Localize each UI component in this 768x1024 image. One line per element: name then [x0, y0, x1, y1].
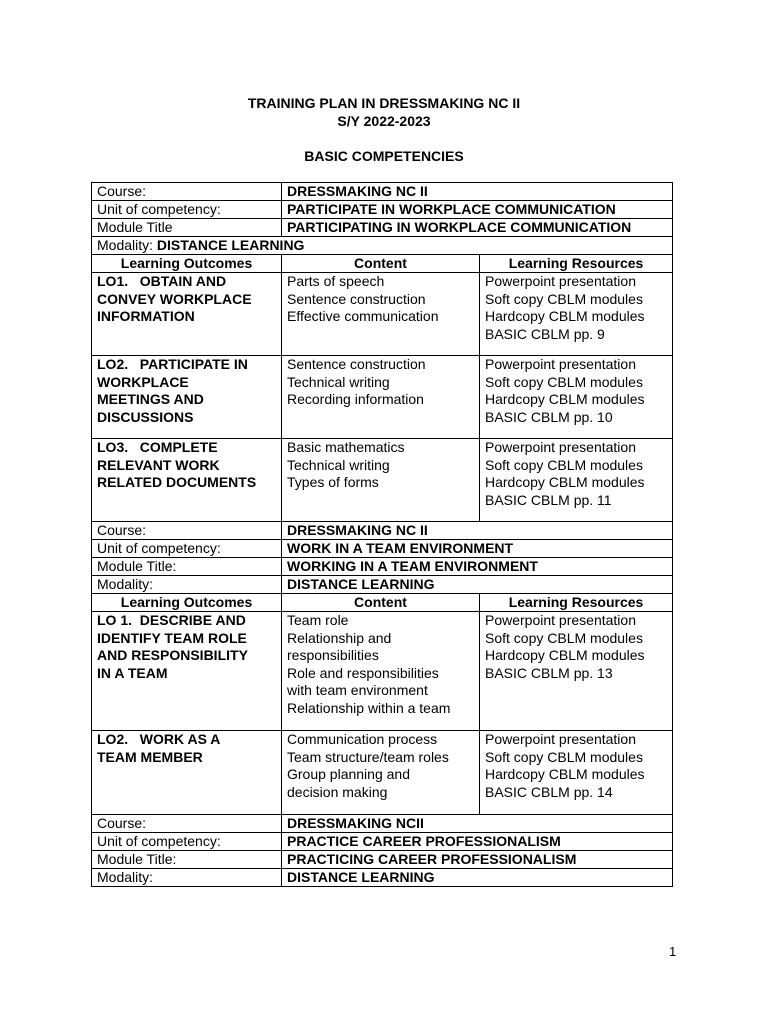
- module-value: PRACTICING CAREER PROFESSIONALISM: [282, 851, 673, 869]
- module-row: [92, 851, 673, 869]
- course-value: DRESSMAKING NCII: [282, 815, 673, 833]
- content-cell: [282, 731, 480, 815]
- unit-value: WORK IN A TEAM ENVIRONMENT: [282, 540, 673, 558]
- page-number: 1: [669, 944, 677, 959]
- unit-row: [92, 201, 673, 219]
- course-value: DRESSMAKING NC II: [282, 522, 673, 540]
- learning-outcome-row: [92, 612, 673, 731]
- resource-line: Hardcopy CBLM modules: [485, 391, 645, 407]
- module-value: PARTICIPATING IN WORKPLACE COMMUNICATION: [282, 219, 673, 237]
- outcome-line: RELEVANT WORK: [97, 456, 220, 473]
- resource-line: BASIC CBLM pp. 9: [485, 325, 605, 342]
- learning-outcome-row: [92, 356, 673, 439]
- content-cell: [282, 439, 480, 522]
- content-line: Technical writing: [287, 373, 390, 390]
- content-cell: [282, 612, 480, 731]
- modality-row: [92, 869, 673, 887]
- unit-value: PRACTICE CAREER PROFESSIONALISM: [282, 833, 673, 851]
- resources-cell: [480, 273, 673, 356]
- outcome-cell: [92, 731, 282, 815]
- content-line: Types of forms: [287, 474, 379, 490]
- col-header-content: Content: [282, 594, 480, 612]
- course-row: [92, 815, 673, 833]
- resource-line: Hardcopy CBLM modules: [485, 308, 645, 324]
- outcome-line: MEETINGS AND: [97, 391, 204, 407]
- resource-line: BASIC CBLM pp. 10: [485, 408, 613, 425]
- column-header-row: [92, 594, 673, 612]
- module-row: [92, 558, 673, 576]
- column-header-row: [92, 255, 673, 273]
- content-line: Basic mathematics: [287, 439, 405, 455]
- resource-line: Hardcopy CBLM modules: [485, 474, 645, 490]
- outcome-line: LO 1. DESCRIBE AND: [97, 612, 246, 628]
- col-header-content: Content: [282, 255, 480, 273]
- learning-outcome-row: [92, 439, 673, 522]
- content-line: decision making: [287, 783, 388, 800]
- course-row: [92, 183, 673, 201]
- content-line: Parts of speech: [287, 273, 385, 289]
- content-line: Sentence construction: [287, 356, 426, 372]
- modality-value: DISTANCE LEARNING: [282, 576, 673, 594]
- resource-line: Soft copy CBLM modules: [485, 456, 643, 473]
- module-value: WORKING IN A TEAM ENVIRONMENT: [282, 558, 673, 576]
- content-line: Group planning and: [287, 766, 410, 782]
- modality-row: [92, 576, 673, 594]
- outcome-cell: [92, 612, 282, 731]
- resource-line: Powerpoint presentation: [485, 356, 636, 372]
- unit-label: Unit of competency:: [92, 540, 282, 558]
- outcome-line: LO3. COMPLETE: [97, 439, 218, 455]
- modality-row: [92, 237, 673, 255]
- unit-label: Unit of competency:: [92, 201, 282, 219]
- resources-cell: [480, 356, 673, 439]
- outcome-cell: [92, 439, 282, 522]
- course-label: Course:: [92, 522, 282, 540]
- content-line: Relationship and: [287, 629, 392, 646]
- content-line: Recording information: [287, 391, 424, 407]
- modality-cell: [92, 237, 673, 255]
- module-row: [92, 219, 673, 237]
- resource-line: Hardcopy CBLM modules: [485, 647, 645, 663]
- outcome-line: LO2. PARTICIPATE IN: [97, 356, 248, 372]
- outcome-line: RELATED DOCUMENTS: [97, 474, 257, 490]
- resource-line: Powerpoint presentation: [485, 731, 636, 747]
- outcome-line: IDENTIFY TEAM ROLE: [97, 629, 247, 646]
- resource-line: Hardcopy CBLM modules: [485, 766, 645, 782]
- unit-value: PARTICIPATE IN WORKPLACE COMMUNICATION: [282, 201, 673, 219]
- unit-row: [92, 540, 673, 558]
- resource-line: BASIC CBLM pp. 11: [485, 491, 612, 508]
- outcome-line: AND RESPONSIBILITY: [97, 647, 248, 663]
- col-header-resources: Learning Resources: [480, 255, 673, 273]
- outcome-line: CONVEY WORKPLACE: [97, 290, 252, 307]
- resources-cell: [480, 731, 673, 815]
- module-label: Module Title:: [92, 851, 282, 869]
- school-year: S/Y 2022-2023: [337, 113, 431, 129]
- content-line: with team environment: [287, 682, 428, 698]
- resource-line: Soft copy CBLM modules: [485, 748, 643, 765]
- resource-line: BASIC CBLM pp. 13: [485, 664, 613, 681]
- module-label: Module Title:: [92, 558, 282, 576]
- col-header-outcomes: Learning Outcomes: [92, 255, 282, 273]
- resources-cell: [480, 439, 673, 522]
- resource-line: Powerpoint presentation: [485, 612, 636, 628]
- modality-label: Modality:: [92, 869, 282, 887]
- modality-label: Modality:: [92, 576, 282, 594]
- course-value: DRESSMAKING NC II: [282, 183, 673, 201]
- outcome-line: WORKPLACE: [97, 373, 189, 390]
- content-line: Communication process: [287, 731, 438, 747]
- course-label: Course:: [92, 815, 282, 833]
- modality-value: DISTANCE LEARNING: [282, 869, 673, 887]
- outcome-line: LO2. WORK AS A: [97, 731, 221, 747]
- document-title: TRAINING PLAN IN DRESSMAKING NC II: [247, 95, 521, 111]
- course-label: Course:: [92, 183, 282, 201]
- document-subtitle: BASIC COMPETENCIES: [304, 148, 464, 164]
- outcome-line: DISCUSSIONS: [97, 408, 194, 425]
- training-plan-table: [91, 182, 673, 887]
- modality-value: DISTANCE LEARNING: [156, 237, 305, 253]
- outcome-line: INFORMATION: [97, 308, 195, 324]
- course-row: [92, 522, 673, 540]
- learning-outcome-row: [92, 273, 673, 356]
- content-line: Team structure/team roles: [287, 748, 449, 765]
- content-line: Sentence construction: [287, 290, 426, 307]
- resource-line: Soft copy CBLM modules: [485, 629, 643, 646]
- content-line: Role and responsibilities: [287, 664, 439, 681]
- outcome-line: LO1. OBTAIN AND: [97, 273, 227, 289]
- resource-line: BASIC CBLM pp. 14: [485, 783, 613, 800]
- content-line: Team role: [287, 612, 349, 628]
- resource-line: Powerpoint presentation: [485, 273, 636, 289]
- content-cell: [282, 273, 480, 356]
- unit-row: [92, 833, 673, 851]
- unit-label: Unit of competency:: [92, 833, 282, 851]
- modality-label: Modality:: [97, 237, 154, 253]
- resource-line: Soft copy CBLM modules: [485, 290, 643, 307]
- outcome-cell: [92, 273, 282, 356]
- outcome-line: IN A TEAM: [97, 664, 168, 681]
- col-header-resources: Learning Resources: [480, 594, 673, 612]
- module-label: Module Title: [92, 219, 282, 237]
- content-cell: [282, 356, 480, 439]
- resource-line: Soft copy CBLM modules: [485, 373, 643, 390]
- resource-line: Powerpoint presentation: [485, 439, 636, 455]
- learning-outcome-row: [92, 731, 673, 815]
- outcome-cell: [92, 356, 282, 439]
- resources-cell: [480, 612, 673, 731]
- content-line: responsibilities: [287, 647, 379, 663]
- content-line: Effective communication: [287, 308, 439, 324]
- outcome-line: TEAM MEMBER: [97, 748, 203, 765]
- content-line: Technical writing: [287, 456, 390, 473]
- col-header-outcomes: Learning Outcomes: [92, 594, 282, 612]
- content-line: Relationship within a team: [287, 699, 451, 716]
